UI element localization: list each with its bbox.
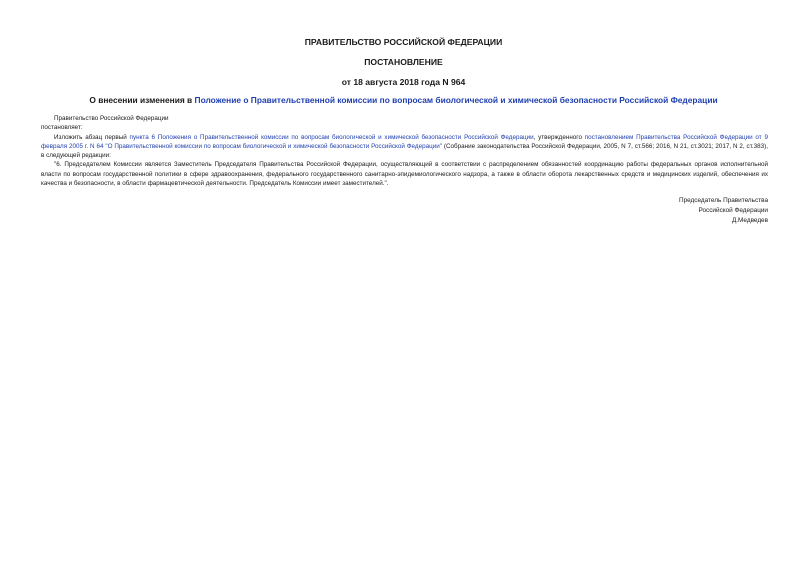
signature-organization: Российской Федерации — [698, 207, 768, 214]
paragraph-1-link-item6[interactable]: пункта 6 Положения о Правительственной комиссии по вопросам биологической и химической безопасности Российской Федерации — [129, 133, 534, 141]
paragraph-1-link-resolution[interactable]: постановлением Правительства Российской Федерации от 9 февраля 2005 г. N 64 "О Правительственной комиссии по вопросам биологической и химической безопасности Российской Федерации" — [41, 133, 768, 150]
government-heading: ПРАВИТЕЛЬСТВО РОССИЙСКОЙ ФЕДЕРАЦИИ — [304, 37, 503, 47]
resolves-line: постановляет: — [41, 124, 83, 132]
document-subject — [0, 95, 807, 106]
document-body — [41, 114, 768, 188]
subject-link[interactable]: Положение о Правительственной комиссии по вопросам биологической и химической безопасности Российской Федерации — [194, 95, 718, 105]
paragraph-1-text-a: Изложить абзац первый — [54, 133, 130, 141]
paragraph-1 — [41, 133, 768, 161]
paragraph-2: "6. Председателем Комиссии является Заместитель Председателя Правительства Российской Федерации, осуществляющий в соответствии с распределением обязанностей координацию работы федеральных органов исполнительной власти по вопросам государственной политики в сфере здравоохранения, федерального государственного санитарно-эпидемиологического надзора, а также в области оборота лекарственных средств и медицинских изделий, обеспечения их качества и безопасности, в области фармацевтической деятельности. Председатель Комиссии имеет заместителей.". — [41, 161, 768, 188]
paragraph-1-text-c: (Собрание законодательства Российской Федерации, 2005, N 7, ст.566; 2016, N 21, ст.3021; 2017, N 2, ст.383), в следующей редакции: — [41, 142, 768, 160]
paragraph-1-text-b: , утвержденного — [533, 133, 585, 141]
subject-prefix: О внесении изменения в — [89, 95, 195, 105]
issuer-line: Правительство Российской Федерации — [54, 115, 169, 122]
signature-name: Д.Медведев — [731, 217, 768, 224]
signature-position: Председатель Правительства — [679, 197, 768, 204]
signature-block — [679, 196, 768, 226]
document-type-heading: ПОСТАНОВЛЕНИЕ — [364, 57, 443, 67]
document-date-number: от 18 августа 2018 года N 964 — [341, 77, 466, 87]
